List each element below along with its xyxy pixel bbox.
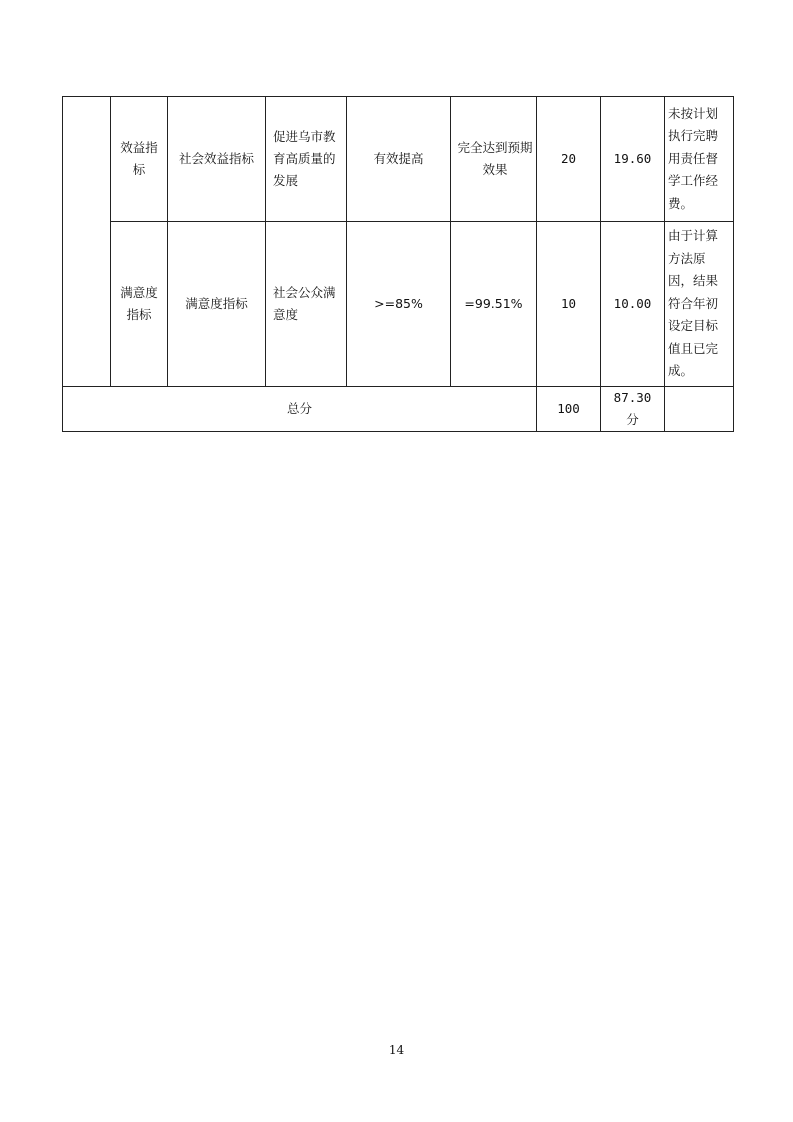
actual-value-cell: =99.51%	[451, 222, 537, 387]
third-level-indicator-cell: 满意度指标	[168, 222, 266, 387]
total-label-cell: 总分	[63, 387, 537, 432]
indicator-name-cell: 促进乌市教育高质量的发展	[266, 97, 347, 222]
total-note-cell	[665, 387, 734, 432]
score-cell: 10.00	[601, 222, 665, 387]
table-row	[63, 222, 734, 387]
score-cell: 19.60	[601, 97, 665, 222]
second-level-indicator-cell: 效益指标	[111, 97, 168, 222]
performance-table	[62, 96, 734, 432]
target-value-cell: 有效提高	[347, 97, 451, 222]
weight-cell: 10	[537, 222, 601, 387]
second-level-indicator-cell: 满意度指标	[111, 222, 168, 387]
actual-value-cell: 完全达到预期效果	[451, 97, 537, 222]
page-number: 14	[388, 1043, 405, 1057]
third-level-indicator-cell: 社会效益指标	[168, 97, 266, 222]
note-cell: 由于计算方法原因，结果符合年初设定目标值且已完成。	[665, 222, 734, 387]
total-row	[63, 387, 734, 432]
indicator-name-cell: 社会公众满意度	[266, 222, 347, 387]
weight-cell: 20	[537, 97, 601, 222]
note-cell: 未按计划执行完聘用责任督学工作经费。	[665, 97, 734, 222]
total-score-cell: 87.30 分	[601, 387, 665, 432]
target-value-cell: >=85%	[347, 222, 451, 387]
first-level-indicator-cell	[63, 97, 111, 387]
table-row	[63, 97, 734, 222]
total-weight-cell: 100	[537, 387, 601, 432]
